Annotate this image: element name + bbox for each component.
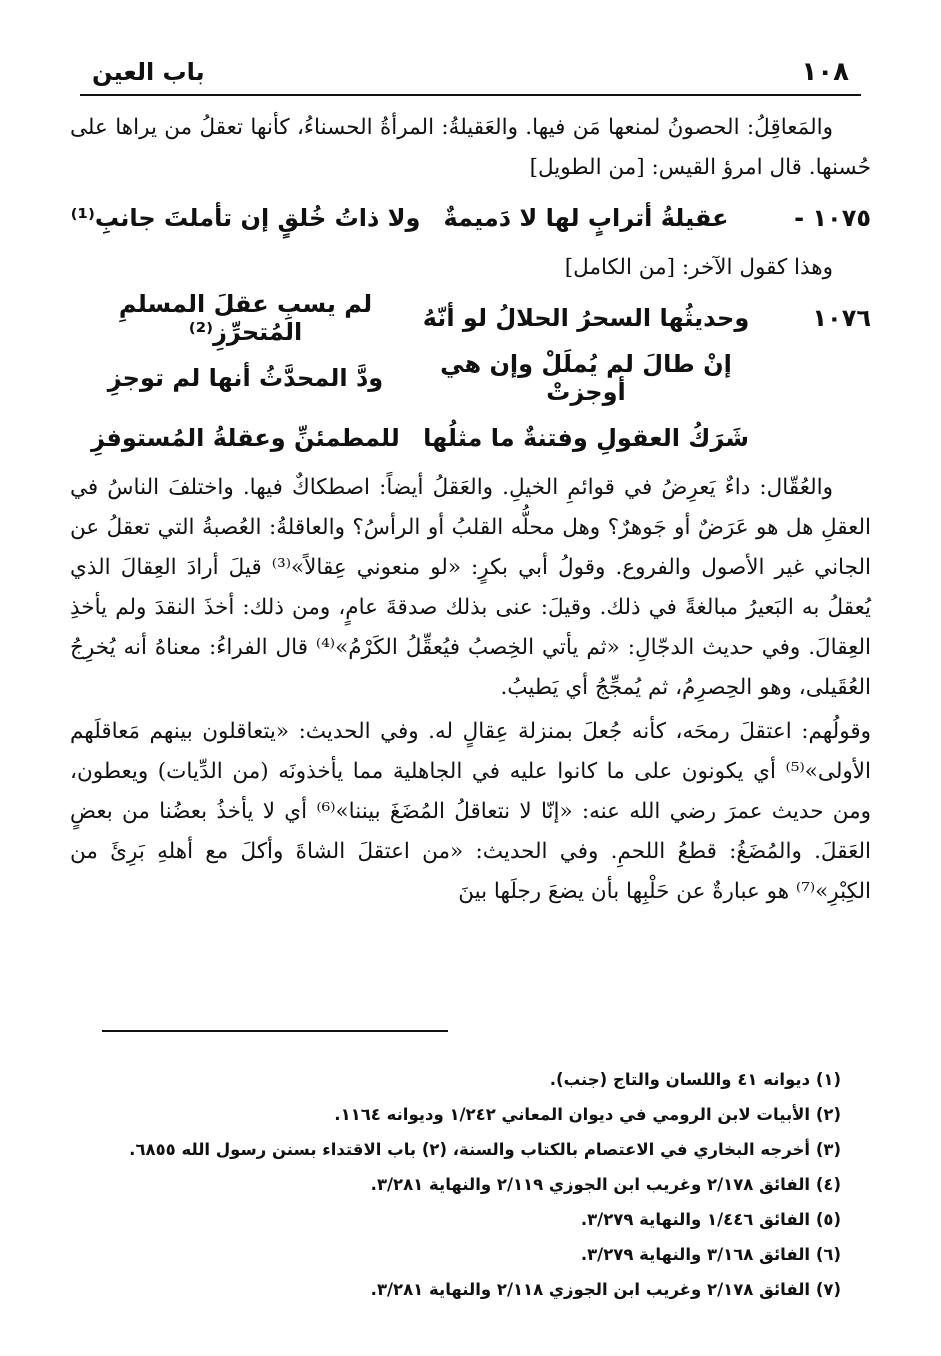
header-divider — [80, 94, 861, 96]
verse-1076 — [70, 288, 871, 348]
footnotes — [90, 1062, 841, 1307]
verse-second-hemistich: ودَّ المحدَّثُ أنها لم توجزِ — [107, 364, 384, 392]
verse-1076-line-3 — [70, 408, 871, 468]
paragraph-itaqala: وقولُهم: اعتقلَ رمحَه، كأنه جُعلَ بمنزلة عِقالٍ له. وفي الحديث: «يتعاقلون بينهم مَعاقلَهم الأولى»⁽⁵⁾ أي يكونون على ما كانوا عليه في الجاهلية مما يأخذونَه (من الدِّيات) ويعطون، ومن حديث عمرَ رضي الله عنه: «إنّا لا نتعاقلُ المُضَغَ بيننا»⁽⁶⁾ أي لا يأخذُ بعضُنا من بعضٍ العَقلَ. والمُضَغُ: قطعُ اللحمِ. وفي الحديث: «من اعتقلَ الشاةَ وأكلَ مع أهلهِ بَرِئَ من الكِبْرِ»⁽⁷⁾ هو عبارةٌ عن حَلْبِها بأن يضعَ رجلَها بينَ — [70, 719, 872, 904]
page-header — [92, 52, 849, 92]
verse-second-hemistich: لم يسبِ عقلَ المسلمِ المُتحرِّزِ⁽²⁾ — [118, 290, 373, 346]
footnote-item: (٧) الفائق ٢/١٧٨ وغريب ابن الجوزي ٢/١١٨ والنهاية ٣/٢٨١. — [370, 1280, 841, 1299]
footnote-divider — [102, 1030, 448, 1032]
paragraph-maaqil: والمَعاقِلُ: الحصونُ لمنعها مَن فيها. والعَقيلةُ: المرأةُ الحسناءُ، كأنها تعقلُ من يراها على حُسنها. قال امرؤ القيس: [من الطويل] — [70, 115, 871, 180]
verse-1075 — [70, 188, 871, 248]
verse-first-hemistich: عقيلةُ أترابٍ لها لا دَميمةٌ — [443, 204, 729, 232]
verse-1076-line-2 — [70, 348, 871, 408]
paragraph-uqqal: والعُقّال: داءٌ يَعرِضُ في قوائمِ الخيلِ. والعَقلُ أيضاً: اصطكاكٌ فيها. واختلفَ الناسُ في العقلِ هل هو عَرَضٌ أو جَوهرٌ؟ وهل محلُّه القلبُ أو الرأسُ؟ والعاقلةُ: العُصبةُ التي تعقلُ عن الجاني غير الأصول والفروع. وقولُ أبي بكرٍ: «لو منعوني عِقالاً»⁽³⁾ قيلَ أرادَ العِقالَ الذي يُعقلُ به البَعيرُ مبالغةً في ذلك. وقيلَ: عنى بذلك صدقةَ عامٍ، ومن ذلك: أخذَ النقدَ ولم يأخذِ العِقالَ. وفي حديث الدجّالِ: «ثم يأتي الخِصبُ فيُعقِّلُ الكَرْمُ»⁽⁴⁾ قال الفراءُ: معناهُ أنه يُخرِجُ العُقَيلى، وهو الحِصرِمُ، ثم يُمجِّجُ أي يَطيبُ. — [70, 475, 872, 700]
verse-first-hemistich: وحديثُها السحرُ الحلالُ لو أنّهُ — [422, 304, 750, 332]
page-body — [70, 108, 871, 912]
verse-second-hemistich: ولا ذاتُ خُلقٍ إن تأملتَ جانبِ⁽¹⁾ — [70, 204, 421, 232]
verse-number: ١٠٧٥ - — [794, 204, 871, 232]
verse-first-hemistich: إنْ طالَ لم يُملَلْ وإن هي أوجزتْ — [440, 350, 732, 406]
footnote-item: (٢) الأبيات لابن الرومي في ديوان المعاني ١/٢٤٢ وديوانه ١١٦٤. — [334, 1105, 841, 1124]
footnote-item: (٥) الفائق ١/٤٤٦ والنهاية ٣/٢٧٩. — [580, 1210, 841, 1229]
page-number: ١٠٨ — [801, 57, 849, 87]
footnote-item: (٣) أخرجه البخاري في الاعتصام بالكتاب والسنة، (٢) باب الاقتداء بسنن رسول الله ٦٨٥٥. — [129, 1140, 841, 1159]
footnote-item: (٦) الفائق ٣/١٦٨ والنهاية ٣/٢٧٩. — [580, 1245, 841, 1264]
verse-number: ١٠٧٦ — [812, 304, 871, 332]
footnote-item: (١) ديوانه ٤١ واللسان والتاج (جنب). — [549, 1070, 841, 1089]
verse-second-hemistich: للمطمئنِّ وعقلةُ المُستوفزِ — [91, 424, 400, 452]
footnote-item: (٤) الفائق ٢/١٧٨ وغريب ابن الجوزي ٢/١١٩ والنهاية ٣/٢٨١. — [370, 1175, 841, 1194]
chapter-title: باب العين — [92, 58, 205, 86]
verse-first-hemistich: شَرَكُ العقولِ وفتنةٌ ما مثلُها — [423, 424, 749, 452]
verse-intro: وهذا كقول الآخر: [من الكامل] — [564, 255, 833, 280]
